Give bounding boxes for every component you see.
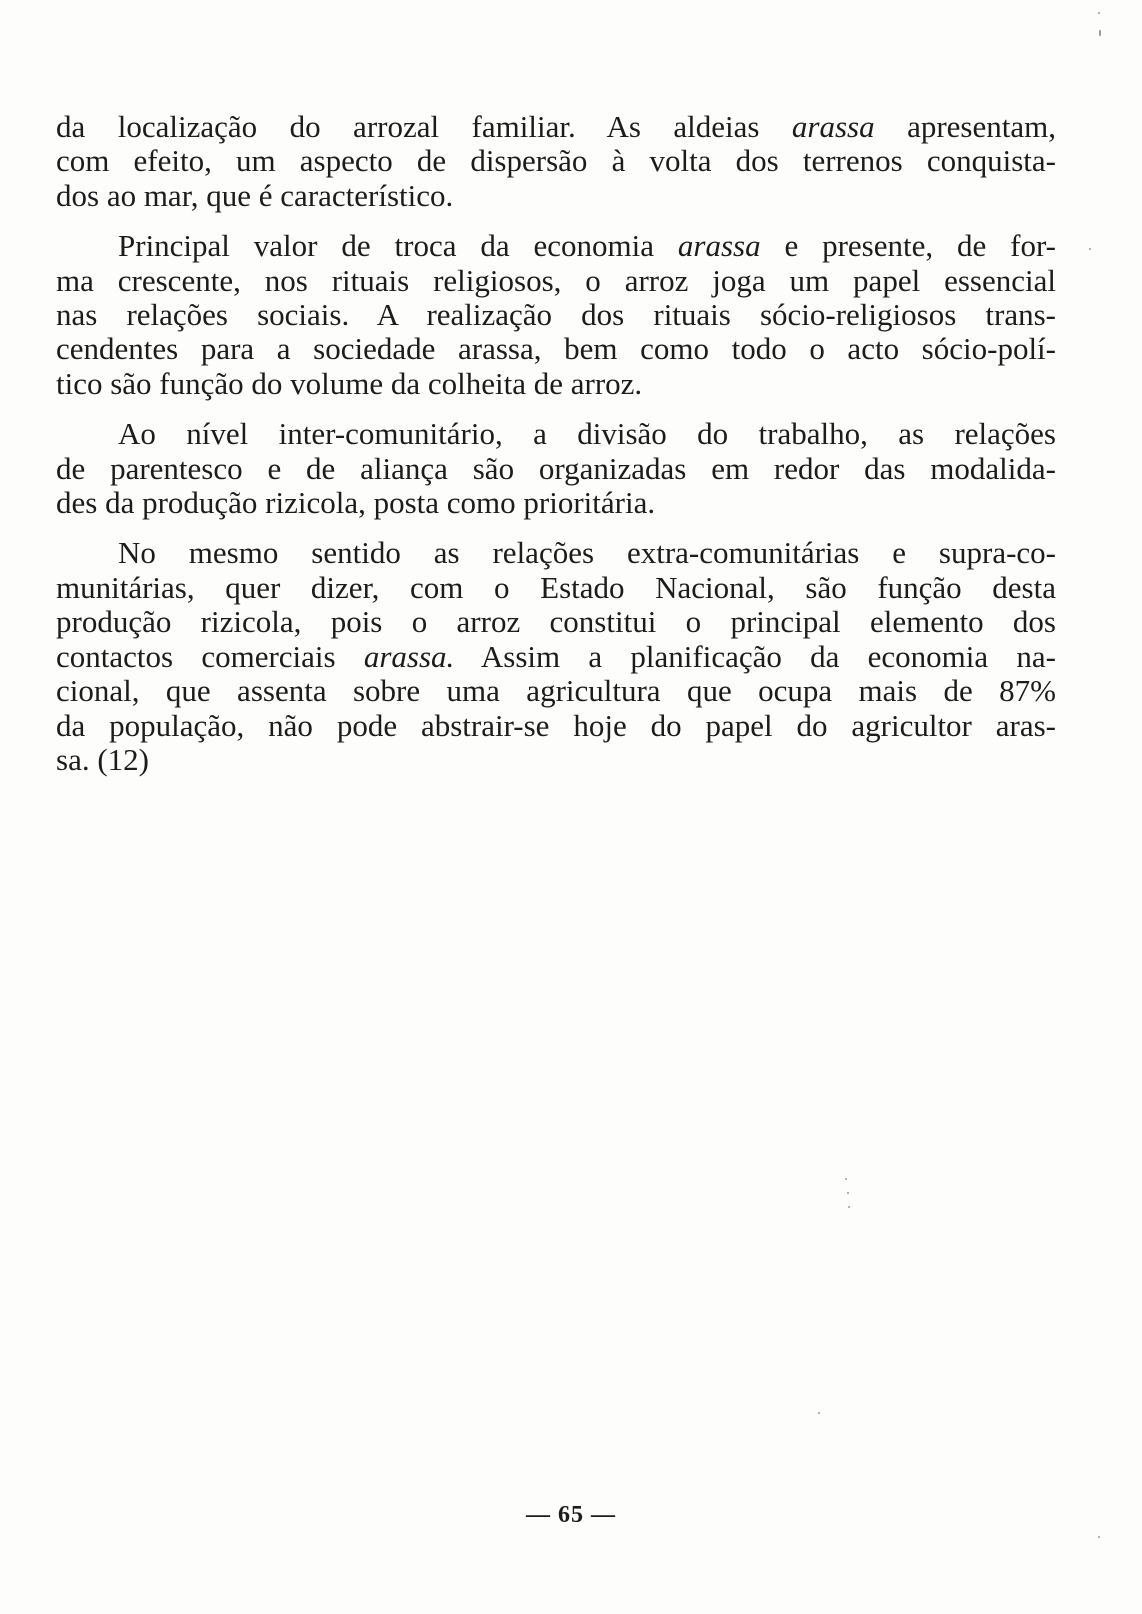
paragraph-3 [56, 417, 1056, 520]
text-segment: ma crescente, nos rituais religiosos, o arroz joga um papel essencial [56, 262, 1056, 298]
text-segment: de parentesco e de aliança são organizadas em redor das modalida- [56, 450, 1056, 486]
paragraph-2 [56, 229, 1056, 401]
text-segment: sa. (12) [56, 741, 149, 777]
text-segment: munitárias, quer dizer, com o Estado Nacional, são função desta [56, 569, 1056, 605]
text-segment: No mesmo sentido as relações extra-comunitárias e supra-co- [118, 535, 1056, 571]
text-segment: Principal valor de troca da economia [118, 228, 678, 264]
italic-term: arassa [791, 109, 875, 144]
text-segment: produção rizicola, pois o arroz constitui o principal elemento dos [56, 604, 1056, 640]
page-number: — 65 — [526, 1502, 616, 1528]
text-segment: com efeito, um aspecto de dispersão à volta dos terrenos conquista- [56, 143, 1056, 179]
text-segment: cional, que assenta sobre uma agricultura que ocupa mais de 87% [56, 673, 1056, 709]
text-segment: Ao nível inter-comunitário, a divisão do trabalho, as relações [118, 416, 1056, 452]
text-line [56, 417, 1056, 451]
text-line [56, 486, 1056, 520]
text-line [56, 367, 1056, 401]
text-line [56, 179, 1056, 213]
paragraph-gap [56, 213, 1056, 229]
italic-term: arassa. [363, 638, 455, 674]
text-line [56, 332, 1056, 366]
text-segment: dos ao mar, que é característico. [56, 177, 454, 213]
text-line [56, 452, 1056, 486]
text-line [56, 640, 1056, 674]
text-line [56, 298, 1056, 332]
paragraph-gap [56, 520, 1056, 536]
text-segment: des da produção rizicola, posta como prioritária. [56, 485, 656, 521]
paragraph-1 [56, 110, 1056, 213]
text-line [56, 674, 1056, 708]
text-line [56, 144, 1056, 178]
italic-term: arassa [677, 228, 761, 264]
body-text [56, 110, 1056, 777]
text-line [56, 264, 1056, 298]
text-segment: apresentam, [874, 109, 1056, 144]
text-segment: tico são função do volume da colheita de arroz. [56, 365, 643, 401]
paragraph-gap [56, 401, 1056, 417]
text-line [56, 605, 1056, 639]
text-line [56, 709, 1056, 743]
text-segment: Assim a planificação da economia na- [454, 638, 1056, 674]
text-segment: cendentes para a sociedade arassa, bem como todo o acto sócio-polí- [56, 331, 1056, 367]
paragraph-4 [56, 536, 1056, 777]
text-line [56, 110, 1056, 144]
text-line [56, 743, 1056, 777]
text-segment: nas relações sociais. A realização dos rituais sócio-religiosos trans- [56, 297, 1056, 333]
text-segment: da população, não pode abstrair-se hoje do papel do agricultor aras- [56, 707, 1056, 743]
text-line [56, 536, 1056, 570]
text-segment: da localização do arrozal familiar. As aldeias [56, 109, 792, 144]
text-segment: e presente, de for- [760, 228, 1056, 264]
text-line [56, 229, 1056, 263]
text-segment: contactos comerciais [56, 638, 364, 674]
text-line [56, 571, 1056, 605]
